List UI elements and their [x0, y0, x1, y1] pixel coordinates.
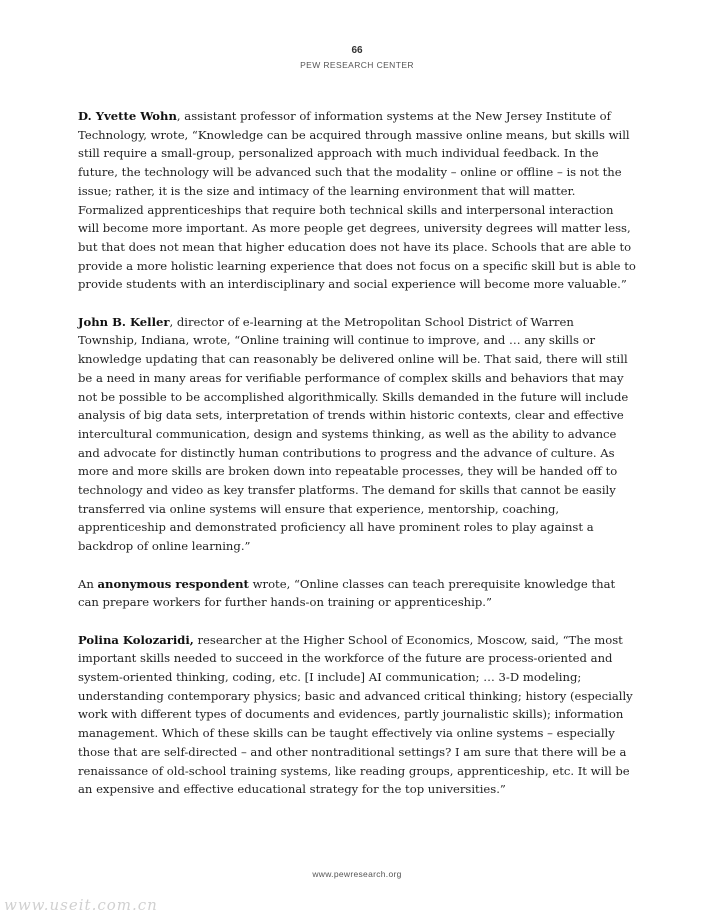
respondent-name: John B. Keller	[78, 314, 170, 329]
footer-url: www.pewresearch.org	[312, 869, 402, 879]
respondent-name: Polina Kolozaridi,	[78, 632, 194, 647]
quote-text: , director of e-learning at the Metropolitan School District of Warren Township, Indiana, wrote, “Online training will continue to improve, and … any skills or knowledge updating that can reasonably be delivered online will be. That said, there will still be a need in many areas for verifiable performance of complex skills and behaviors that may not be possible to be accomplished algorithmically. Skills demanded in the future will include analysis of big data sets, interpretation of trends within historic contexts, clear and effective intercultural communication, design and systems thinking, as well as the ability to advance and advocate for distinctly human contributions to progress and the advance of culture. As more and more skills are broken down into repeatable processes, they will be handed off to technology and video as key transfer platforms. The demand for skills that cannot be easily transferred via online systems will ensure that experience, mentorship, coaching, apprenticeship and demonstrated proficiency all have prominent roles to play against a backdrop of online learning.”	[78, 314, 629, 554]
organization-name: PEW RESEARCH CENTER	[300, 60, 414, 70]
quote-text: wrote, “Online classes can teach prerequisite knowledge that can prepare workers for further hands-on training or apprenticeship.”	[78, 576, 616, 610]
page-number: 66	[351, 45, 363, 56]
quote-text: , assistant professor of information systems at the New Jersey Institute of Technology, wrote, “Knowledge can be acquired through massive online means, but skills will still require a small-group, personalized approach with much individual feedback. In the future, the technology will be advanced such that the modality – online or offline – is not the issue; rather, it is the size and intimacy of the learning environment that will matter. Formalized apprenticeships that require both technical skills and interpersonal interaction will become more important. As more people get degrees, university degrees will matter less, but that does not mean that higher education does not have its place. Schools that are able to provide a more holistic learning experience that does not focus on a specific skill but is able to provide students with an interdisciplinary and social experience will become more valuable.”	[78, 109, 636, 292]
quote-paragraph-keller	[78, 313, 636, 556]
quote-text: researcher at the Higher School of Economics, Moscow, said, “The most important skills needed to succeed in the workforce of the future are process-oriented and system-oriented thinking, coding, etc. [I include] AI communication; … 3-D modeling; understanding contemporary physics; basic and advanced critical thinking; history (especially work with different types of documents and evidences, partly journalistic skills); information management. Which of these skills can be taught effectively via online systems – especially those that are self-directed – and other nontraditional settings? I am sure that there will be a renaissance of old-school training systems, like reading groups, apprenticeship, etc. It will be an expensive and effective educational strategy for the top universities.”	[78, 632, 633, 797]
quote-prefix: An	[78, 576, 98, 591]
quote-paragraph-kolozaridi	[78, 631, 636, 799]
watermark: www.useit.com.cn	[4, 896, 158, 914]
document-body	[78, 107, 636, 818]
respondent-name: D. Yvette Wohn	[78, 109, 177, 123]
page-header	[0, 44, 714, 72]
quote-paragraph-anonymous	[78, 575, 636, 612]
quote-paragraph-wohn	[78, 107, 636, 294]
respondent-name: anonymous respondent	[97, 576, 249, 591]
